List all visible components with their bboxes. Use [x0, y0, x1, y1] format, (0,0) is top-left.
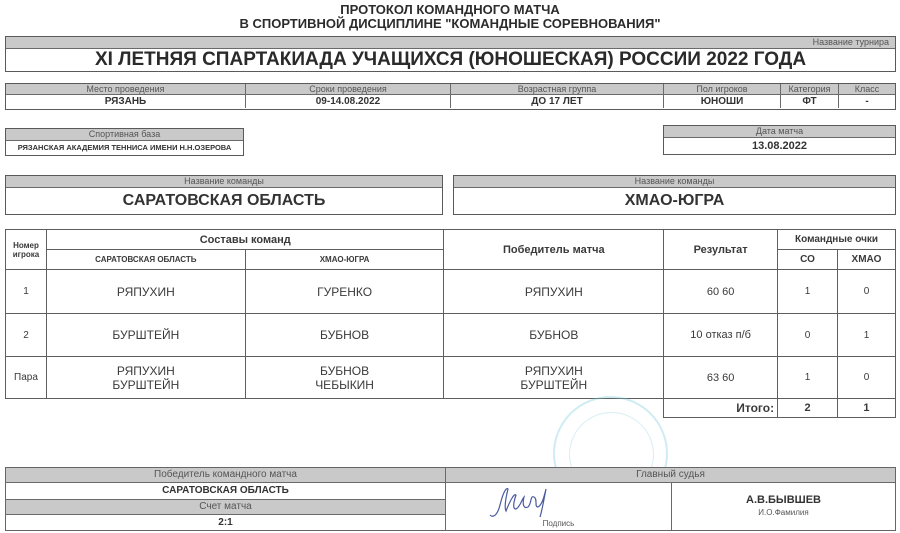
match-score-value: 2:1	[218, 517, 233, 528]
team2-player: БУБНОВ	[245, 314, 444, 357]
team1-pair: РЯПУХИН БУРШТЕЙН	[46, 357, 245, 399]
match-date-box	[663, 125, 896, 155]
class-label: Класс	[839, 84, 895, 95]
player-no-header: Номер игрока	[6, 230, 47, 270]
match-score-label: Счет матча	[6, 500, 445, 515]
tournament-box	[5, 36, 896, 72]
team2-col-header: ХМАО-ЮГРА	[245, 250, 444, 270]
dates-label: Сроки проведения	[246, 84, 451, 95]
match-result: 63 60	[664, 357, 778, 399]
category-value: ФТ	[781, 95, 839, 108]
match-result: 10 отказ п/б	[664, 314, 778, 357]
venue-label: Место проведения	[6, 84, 246, 95]
team2-player: ГУРЕНКО	[245, 270, 444, 314]
venue-value: РЯЗАНЬ	[6, 95, 246, 108]
pts2: 0	[837, 270, 895, 314]
points-header: Командные очки	[778, 230, 896, 250]
sport-base-label: Спортивная база	[6, 129, 243, 141]
match-winner-pair: РЯПУХИН БУРШТЕЙН	[444, 357, 664, 399]
match-results-table	[5, 229, 896, 418]
judge-name-label: И.О.Фамилия	[758, 508, 809, 517]
signature-icon	[484, 483, 564, 521]
total-pts2: 1	[837, 399, 895, 418]
team1-player: БУРШТЕЙН	[46, 314, 245, 357]
pts2: 0	[837, 357, 895, 399]
match-winner: РЯПУХИН	[444, 270, 664, 314]
gender-label: Пол игроков	[664, 84, 781, 95]
tournament-name: XI ЛЕТНЯЯ СПАРТАКИАДА УЧАЩИХСЯ (ЮНОШЕСКАЯ) РОССИИ 2022 ГОДА	[94, 49, 807, 70]
total-label: Итого:	[664, 399, 778, 418]
team2-pair: БУБНОВ ЧЕБЫКИН	[245, 357, 444, 399]
table-row	[6, 314, 896, 357]
player-no: 1	[6, 270, 47, 314]
pts2: 1	[837, 314, 895, 357]
team2-label: Название команды	[454, 176, 895, 188]
winner-header: Победитель матча	[444, 230, 664, 270]
match-result: 60 60	[664, 270, 778, 314]
pts1: 1	[778, 357, 838, 399]
team1-player: РЯПУХИН	[46, 270, 245, 314]
team-winner-value: САРАТОВСКАЯ ОБЛАСТЬ	[6, 483, 445, 500]
info-box	[5, 83, 896, 110]
team2-box	[453, 175, 896, 215]
protocol-subtitle: В СПОРТИВНОЙ ДИСЦИПЛИНЕ "КОМАНДНЫЕ СОРЕВНОВАНИЯ"	[239, 16, 661, 31]
pts1: 0	[778, 314, 838, 357]
tournament-label: Название турнира	[6, 37, 895, 49]
player-no: Пара	[6, 357, 47, 399]
team1-name: САРАТОВСКАЯ ОБЛАСТЬ	[122, 192, 326, 209]
age-label: Возрастная группа	[451, 84, 664, 95]
signature-cell	[446, 483, 672, 530]
match-date-label: Дата матча	[664, 126, 895, 138]
result-header: Результат	[664, 230, 778, 270]
sport-base-value: РЯЗАНСКАЯ АКАДЕМИЯ ТЕННИСА ИМЕНИ Н.Н.ОЗЕРОВА	[17, 143, 232, 152]
pts1-header: СО	[778, 250, 838, 270]
dates-value: 09-14.08.2022	[246, 95, 451, 108]
judge-name-cell	[672, 483, 895, 530]
gender-value: ЮНОШИ	[664, 95, 781, 108]
category-label: Категория	[781, 84, 839, 95]
sport-base-box	[5, 128, 244, 156]
signature-label: Подпись	[542, 519, 575, 528]
team-winner-label: Победитель командного матча	[6, 468, 445, 483]
table-row	[6, 357, 896, 399]
team1-label: Название команды	[6, 176, 442, 188]
player-no: 2	[6, 314, 47, 357]
age-value: ДО 17 ЛЕТ	[451, 95, 664, 108]
class-value: -	[865, 96, 869, 107]
protocol-title: ПРОТОКОЛ КОМАНДНОГО МАТЧА	[340, 2, 560, 17]
team2-name: ХМАО-ЮГРА	[624, 192, 725, 209]
team1-col-header: САРАТОВСКАЯ ОБЛАСТЬ	[46, 250, 245, 270]
judge-name: А.В.БЫВШЕВ	[746, 494, 821, 506]
pts1: 1	[778, 270, 838, 314]
total-pts1: 2	[778, 399, 838, 418]
match-date-value: 13.08.2022	[751, 140, 808, 152]
team-winner-section	[6, 468, 446, 530]
match-winner: БУБНОВ	[444, 314, 664, 357]
chief-judge-section	[446, 468, 895, 530]
chief-judge-label: Главный судья	[446, 468, 895, 483]
rosters-header: Составы команд	[46, 230, 443, 250]
table-row	[6, 270, 896, 314]
footer-box	[5, 467, 896, 531]
pts2-header: ХМАО	[837, 250, 895, 270]
team1-box	[5, 175, 443, 215]
